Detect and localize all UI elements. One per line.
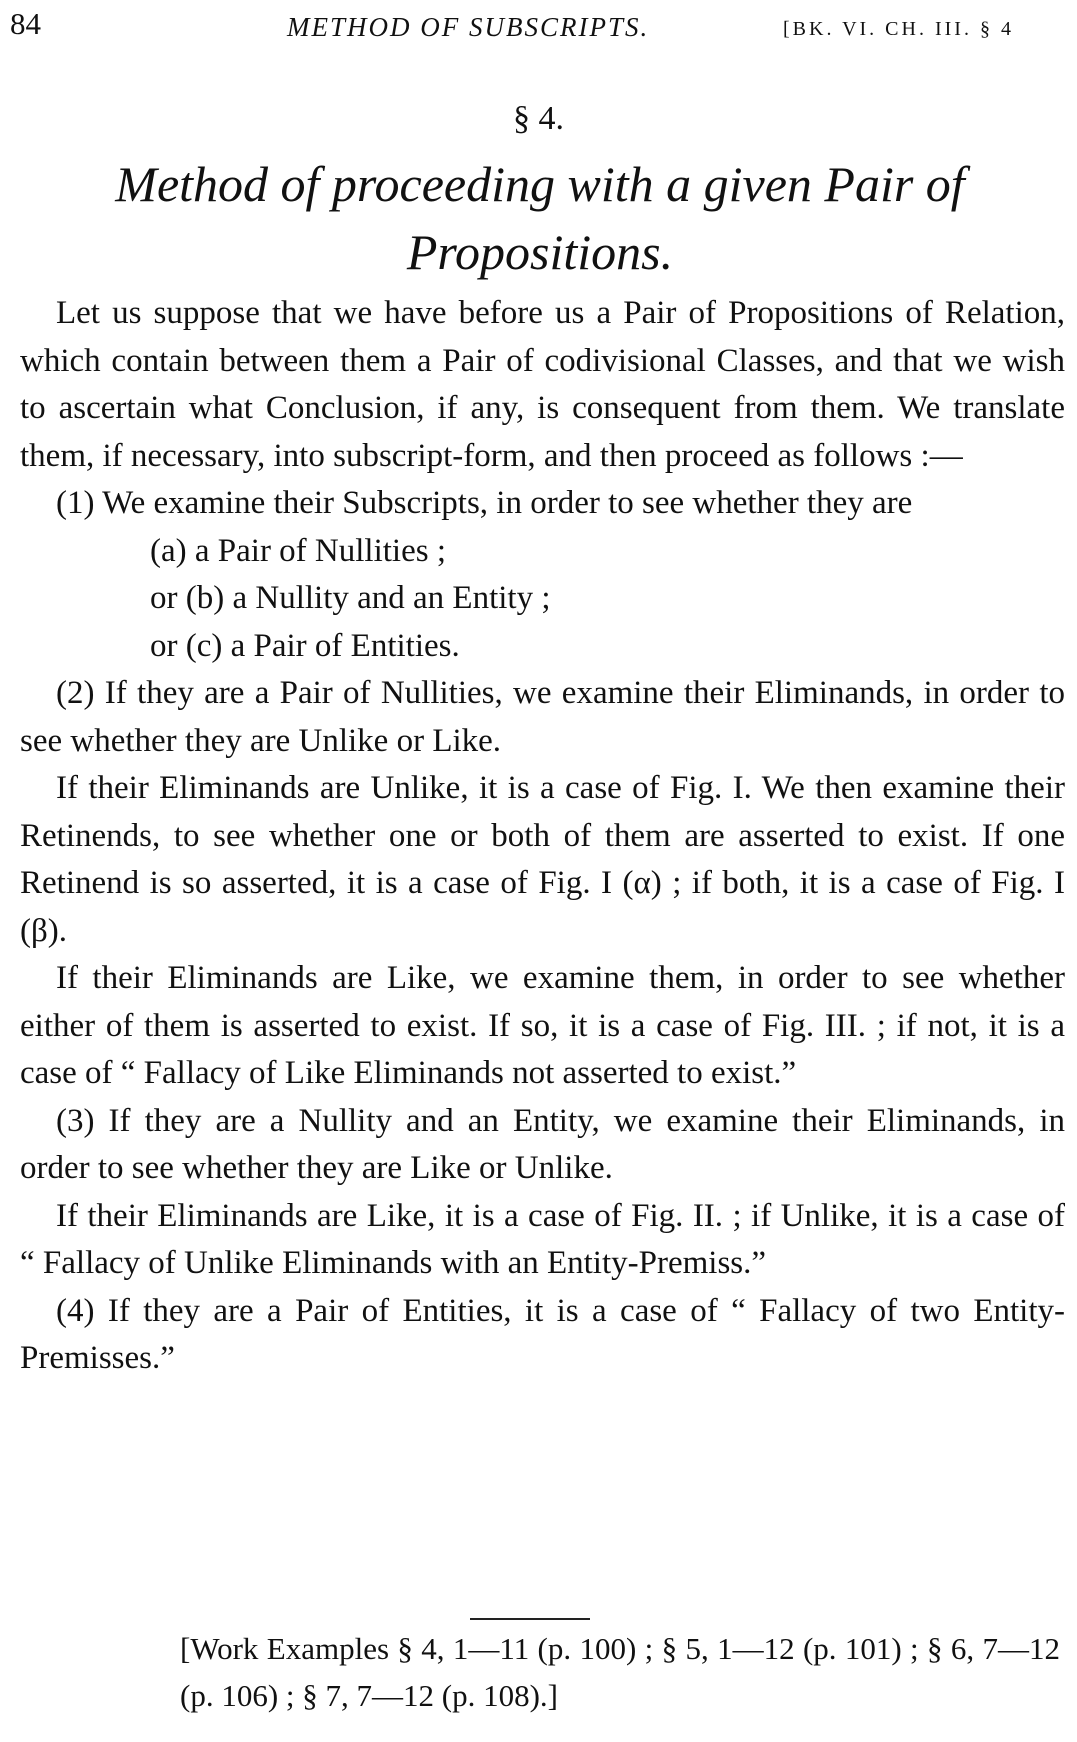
- body-text: [20, 290, 1065, 1383]
- paragraph: Let us suppose that we have before us a Pair of Propositions of Relation, which contain between them a Pair of codivisional Classes, and that we wish to ascertain what Conclusion, if any, is consequent from them. We translate them, if necessary, into subscript-form, and then proceed as follows :—: [20, 295, 1065, 474]
- footnote-divider: [470, 1618, 590, 1620]
- section-reference: [BK. VI. CH. III. § 4: [783, 18, 1014, 40]
- section-title: Method of proceeding with a given Pair of Propositions.: [115, 156, 965, 280]
- running-header: [10, 6, 1065, 46]
- running-title: METHOD OF SUBSCRIPTS.: [287, 12, 650, 42]
- section-number: § 4.: [513, 100, 564, 137]
- list-item: or (b) a Nullity and an Entity ;: [150, 580, 551, 616]
- footnote: [180, 1625, 1060, 1719]
- work-examples-note: [Work Examples § 4, 1—11 (p. 100) ; § 5, 1—12 (p. 101) ; § 6, 7—12 (p. 106) ; § 7, 7—12 (p. 108).]: [180, 1631, 1060, 1713]
- list-item: (a) a Pair of Nullities ;: [150, 532, 447, 569]
- paragraph: If their Eliminands are Like, it is a case of Fig. II. ; if Unlike, it is a case of “ Fallacy of Unlike Eliminands with an Entity-Premiss.”: [20, 1197, 1065, 1281]
- page-number: 84: [10, 6, 41, 41]
- list-item: or (c) a Pair of Entities.: [150, 627, 460, 664]
- paragraph: (4) If they are a Pair of Entities, it is a case of “ Fallacy of two Entity-Premisses.”: [20, 1292, 1065, 1376]
- paragraph: If their Eliminands are Like, we examine them, in order to see whether either of them is asserted to exist. If so, it is a case of Fig. III. ; if not, it is a case of “ Fallacy of Like Eliminands not asserted to exist.”: [20, 960, 1065, 1091]
- paragraph: (3) If they are a Nullity and an Entity, we examine their Eliminands, in order to see whether they are Like or Unlike.: [20, 1102, 1065, 1186]
- paragraph: (1) We examine their Subscripts, in order to see whether they are: [56, 485, 913, 521]
- paragraph: If their Eliminands are Unlike, it is a case of Fig. I. We then examine their Retinends, to see whether one or both of them are asserted to exist. If one Retinend is so asserted, it is a case of Fig. I (α) ; if both, it is a case of Fig. I (β).: [20, 770, 1065, 949]
- paragraph: (2) If they are a Pair of Nullities, we examine their Eliminands, in order to see whether they are Unlike or Like.: [20, 675, 1065, 759]
